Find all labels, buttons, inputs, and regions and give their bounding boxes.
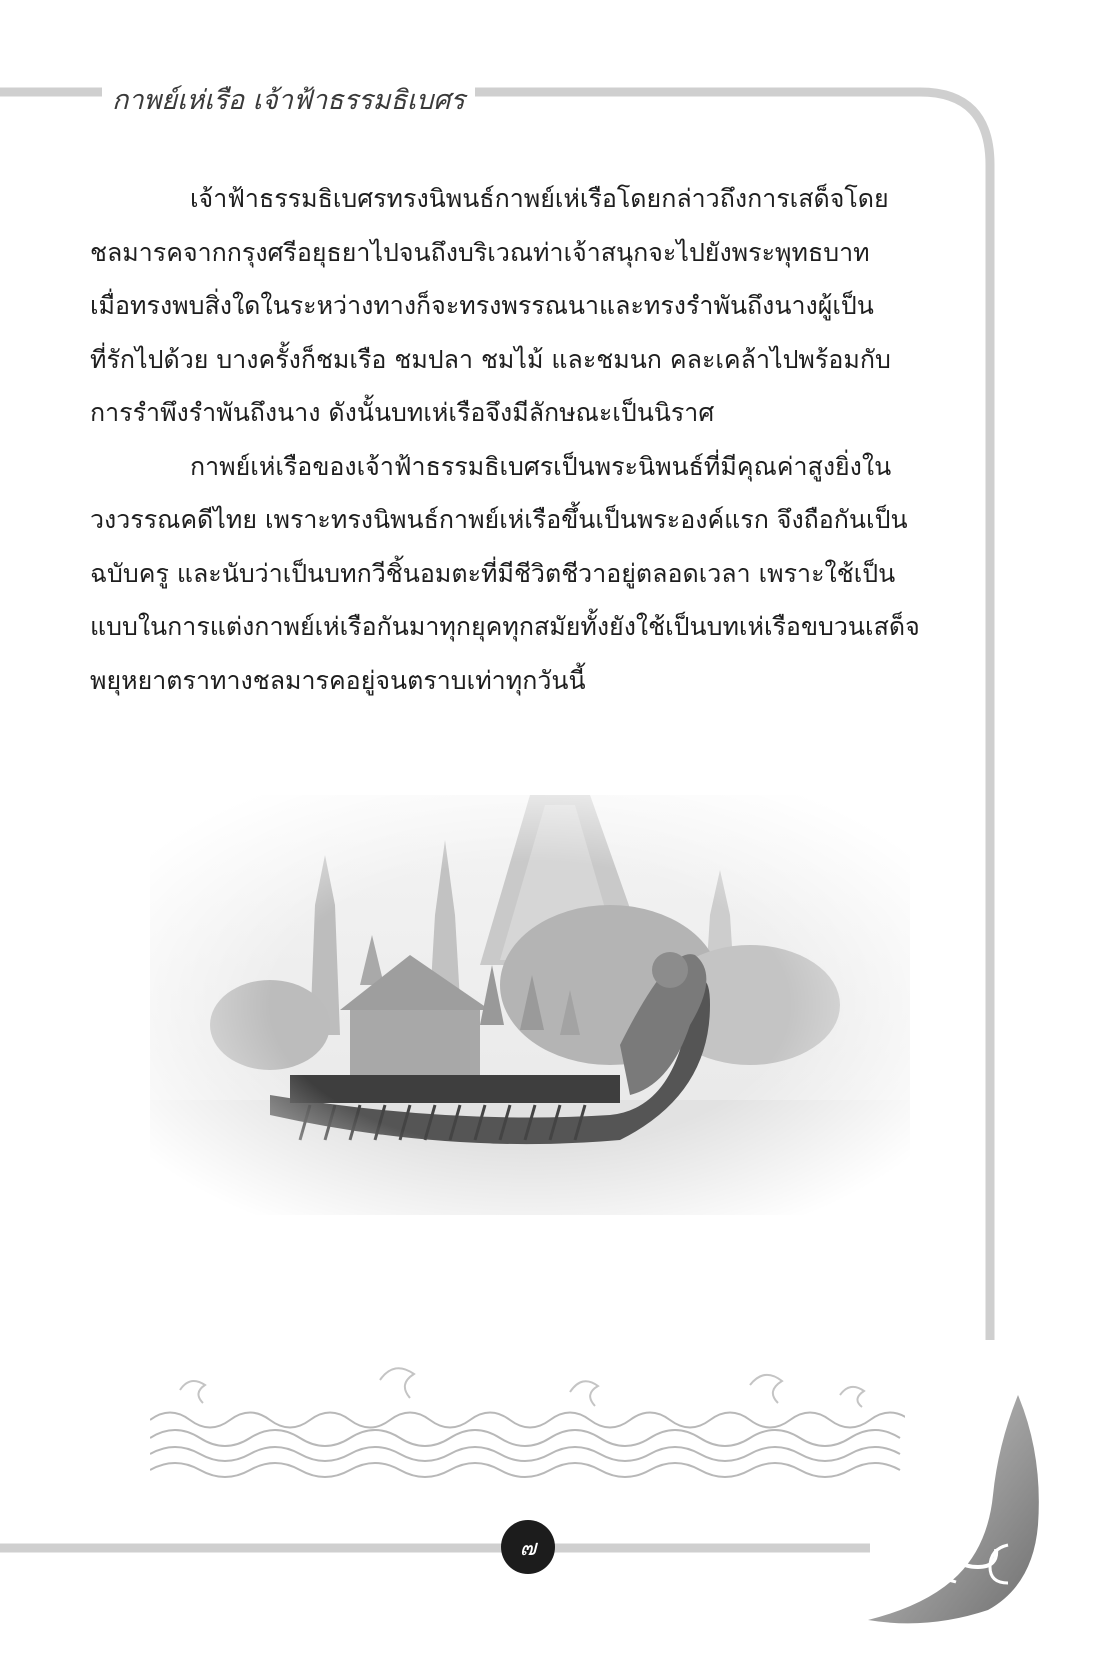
paragraph-2-line: ฉบับครู และนับว่าเป็นบทกวีชิ้นอมตะที่มีชีวิตชีวาอยู่ตลอดเวลา เพราะใช้เป็น	[90, 558, 896, 588]
paragraph-2-line: แบบในการแต่งกาพย์เห่เรือกันมาทุกยุคทุกสมัยทั้งยังใช้เป็นบทเห่เรือขบวนเสด็จ	[90, 612, 920, 641]
paragraph-2-line: พยุหยาตราทางชลมารคอยู่จนตราบเท่าทุกวันนี้	[90, 665, 586, 695]
paragraph-1-line: ชลมารคจากกรุงศรีอยุธยาไปจนถึงบริเวณท่าเจ้าสนุกจะไปยังพระพุทธบาท	[90, 237, 870, 267]
paragraph-1-line: การรำพึงรำพันถึงนาง ดังนั้นบทเห่เรือจึงมีลักษณะเป็นนิราศ	[90, 398, 715, 427]
thai-kanok-corner-ornament	[868, 1395, 1058, 1625]
paragraph-1-line: ที่รักไปด้วย บางครั้งก็ชมเรือ ชมปลา ชมไม้ และชมนก คละเคล้าไปพร้อมกับ	[90, 344, 891, 374]
page-number: ๗	[501, 1520, 555, 1574]
paragraph-1-line: เมื่อทรงพบสิ่งใดในระหว่างทางก็จะทรงพรรณนาและทรงรำพันถึงนางผู้เป็น	[90, 291, 874, 320]
thai-wave-pattern-ornament	[150, 1350, 905, 1480]
royal-barge-procession-photo	[150, 795, 910, 1215]
body-text	[90, 172, 985, 707]
paragraph-2-line: วงวรรณคดีไทย เพราะทรงนิพนธ์กาพย์เห่เรือขึ้นเป็นพระองค์แรก จึงถือกันเป็น	[90, 505, 908, 534]
paragraph-1-line: เจ้าฟ้าธรรมธิเบศรทรงนิพนธ์กาพย์เห่เรือโดยกล่าวถึงการเสด็จโดย	[190, 184, 889, 213]
running-header-title: กาพย์เห่เรือ เจ้าฟ้าธรรมธิเบศร	[102, 78, 475, 121]
paragraph-2-line: กาพย์เห่เรือของเจ้าฟ้าธรรมธิเบศรเป็นพระนิพนธ์ที่มีคุณค่าสูงยิ่งใน	[190, 451, 892, 481]
